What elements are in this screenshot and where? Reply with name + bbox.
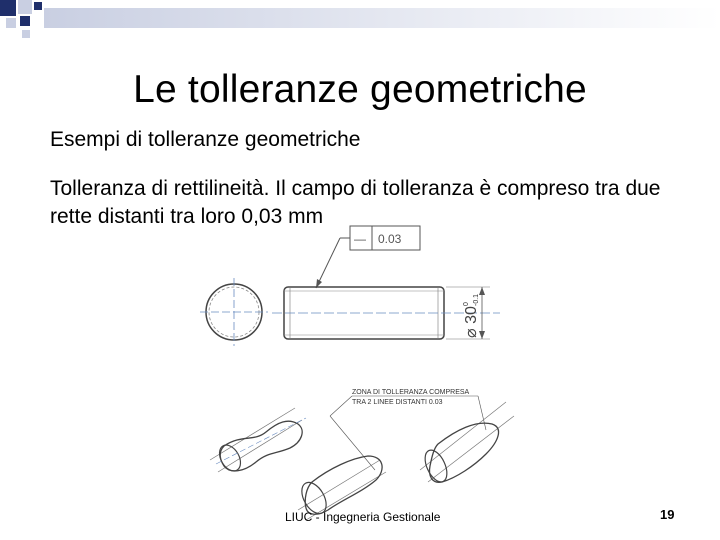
zone-note-line1: ZONA DI TOLLERANZA COMPRESA [352, 389, 470, 396]
straightness-symbol: — [354, 232, 366, 246]
zone-note-line2: TRA 2 LINEE DISTANTI 0.03 [352, 399, 443, 406]
zone-note [330, 389, 486, 470]
diameter-tol-lower: -0.1 [473, 293, 480, 306]
diameter-tol-upper: 0 [463, 302, 470, 306]
slide-footer: LIUC - Ingegneria Gestionale [285, 510, 441, 524]
diameter-dimension [463, 294, 480, 338]
header-decoration [0, 0, 720, 60]
deformed-pin-right [420, 402, 514, 485]
straightness-tolerance-drawing [180, 220, 530, 520]
deformed-pin-left [210, 408, 306, 475]
slide-paragraph: Tolleranza di rettilineità. Il campo di tolleranza è compreso tra due rette distanti tra loro 0,03 mm [50, 177, 661, 228]
end-view-circle [200, 278, 268, 346]
tolerance-frame [316, 226, 420, 288]
slide-subtitle: Esempi di tolleranze geometriche [50, 128, 361, 151]
tolerance-value: 0.03 [378, 232, 402, 246]
page-number: 19 [660, 507, 675, 522]
page-title: Le tolleranze geometriche [133, 68, 587, 111]
diameter-label: ⌀ 30 [463, 306, 480, 338]
